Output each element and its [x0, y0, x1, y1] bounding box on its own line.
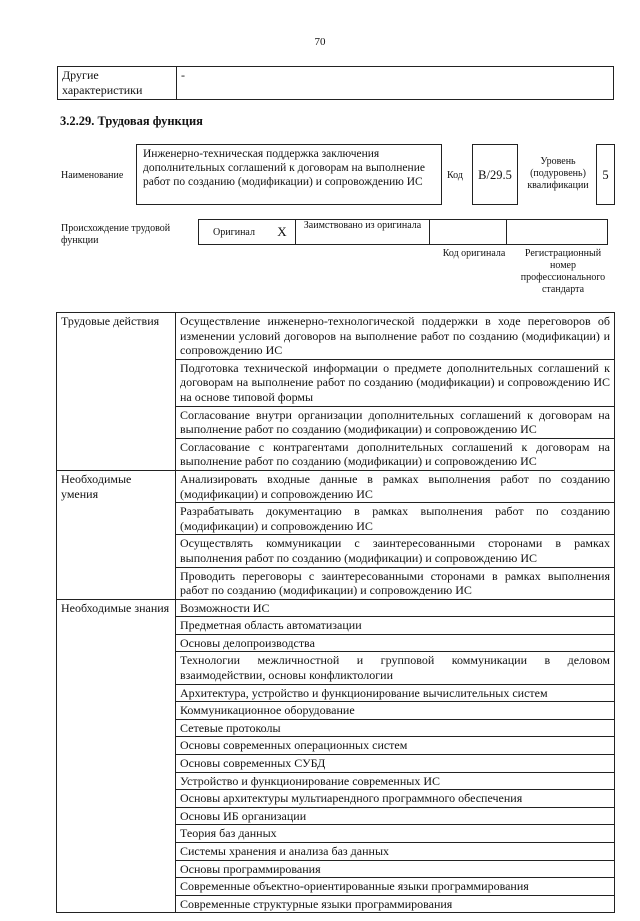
original-code-cell	[430, 220, 507, 245]
original-mark: X	[269, 220, 296, 245]
list-item: Основы современных операционных систем	[176, 737, 615, 755]
level-label: Уровень (подуровень) квалификации	[527, 156, 589, 191]
list-item: Системы хранения и анализа баз данных	[176, 843, 615, 861]
list-item: Сетевые протоколы	[176, 719, 615, 737]
list-item: Предметная область автоматизации	[176, 617, 615, 635]
function-code: B/29.5	[472, 144, 518, 205]
list-item: Основы современных СУБД	[176, 755, 615, 773]
other-characteristics-value: -	[177, 67, 614, 100]
list-item: Основы программирования	[176, 860, 615, 878]
origin-table	[198, 219, 608, 245]
list-item: Возможности ИС	[176, 599, 615, 617]
section-title: 3.2.29. Трудовая функция	[60, 114, 203, 128]
list-item: Устройство и функционирование современных ИС	[176, 772, 615, 790]
list-item: Осуществлять коммуникации с заинтересованными сторонами в рамках выполнения работ по созданию (модификации) и сопровождению ИС	[176, 535, 615, 567]
list-item: Согласование внутри организации дополнительных соглашений к договорам на выполнение работ по созданию (модификации) и сопровождению ИС	[176, 406, 615, 438]
list-item: Подготовка технической информации о предмете дополнительных соглашений к договорам на выполнение работ по созданию (модификации) и сопровождению ИС на основе типовой формы	[176, 359, 615, 406]
name-label: Наименование	[61, 170, 124, 181]
registration-number-cell	[507, 220, 608, 245]
list-item: Разрабатывать документацию в рамках выполнения работ по созданию (модификации) и сопровождению ИС	[176, 503, 615, 535]
function-name: Инженерно-техническая поддержка заключения дополнительных соглашений к договорам на выполнение работ по созданию (модификации) и сопровождению ИС	[136, 144, 442, 205]
list-item: Коммуникационное оборудование	[176, 702, 615, 720]
function-details-table	[56, 312, 615, 913]
code-label: Код	[447, 170, 463, 181]
list-item: Архитектура, устройство и функционирование вычислительных систем	[176, 684, 615, 702]
list-item: Технологии межличностной и групповой коммуникации в деловом взаимодействии, основы конфликтологии	[176, 652, 615, 684]
list-item: Анализировать входные данные в рамках выполнения работ по созданию (модификации) и сопровождению ИС	[176, 470, 615, 502]
list-item: Осуществление инженерно-технологической поддержки в ходе переговоров об изменении условий договоров на выполнение работ по созданию (модификации) и сопровождению ИС	[176, 313, 615, 360]
origin-label: Происхождение трудовой функции	[61, 223, 171, 246]
section-title-skills: Необходимые умения	[57, 470, 176, 599]
list-item: Согласование с контрагентами дополнительных соглашений к договорам на выполнение работ по созданию (модификации) и сопровождению ИС	[176, 438, 615, 470]
original-label: Оригинал	[199, 220, 270, 245]
section-title-knowledge: Необходимые знания	[57, 599, 176, 913]
other-characteristics-label: Другие характеристики	[58, 67, 177, 100]
registration-number-label: Регистрационный номер профессионального стандарта	[520, 248, 606, 295]
list-item: Теория баз данных	[176, 825, 615, 843]
list-item: Современные объектно-ориентированные языки программирования	[176, 878, 615, 896]
list-item: Проводить переговоры с заинтересованными сторонами в рамках выполнения работ по созданию (модификации) и сопровождению ИС	[176, 567, 615, 599]
borrowed-label: Заимствовано из оригинала	[296, 220, 430, 245]
list-item: Современные структурные языки программирования	[176, 895, 615, 913]
other-characteristics-table	[57, 66, 614, 100]
qualification-level: 5	[596, 144, 615, 205]
page-number: 70	[314, 36, 326, 48]
original-code-label: Код оригинала	[442, 248, 506, 259]
section-title-actions: Трудовые действия	[57, 313, 176, 471]
list-item: Основы ИБ организации	[176, 807, 615, 825]
list-item: Основы делопроизводства	[176, 634, 615, 652]
list-item: Основы архитектуры мультиарендного программного обеспечения	[176, 790, 615, 808]
